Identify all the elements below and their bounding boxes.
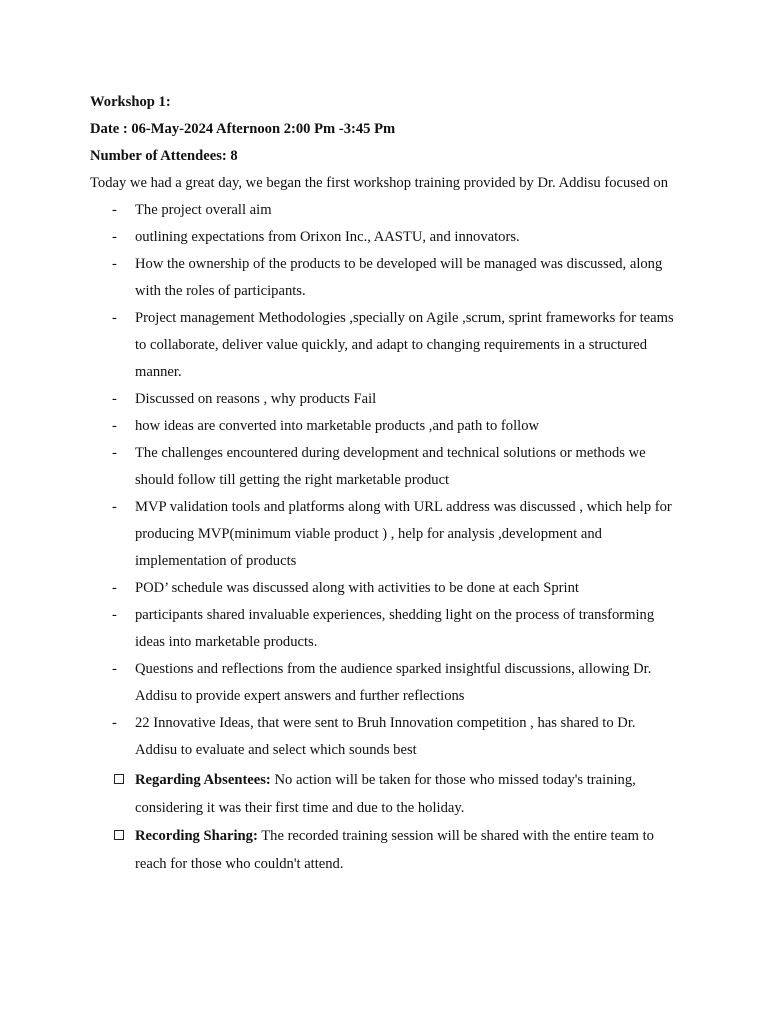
dash-marker: -	[112, 202, 117, 218]
dash-marker: -	[112, 445, 117, 461]
note-absentees	[90, 766, 680, 822]
list-item-text: The challenges encountered during development and technical solutions or methods we should follow till getting the right marketable product	[135, 445, 646, 488]
note-label: Recording Sharing:	[135, 828, 258, 844]
note-text: The recorded training session will be shared with the entire team to reach for those who couldn't attend.	[135, 828, 654, 872]
list-item	[90, 656, 680, 710]
list-item-text: Questions and reflections from the audience sparked insightful discussions, allowing Dr. Addisu to provide expert answers and further reflections	[135, 661, 652, 704]
list-item-text: 22 Innovative Ideas, that were sent to Bruh Innovation competition , has shared to Dr. Addisu to evaluate and select which sounds best	[135, 715, 636, 758]
list-item-text: POD’ schedule was discussed along with activities to be done at each Sprint	[135, 580, 579, 596]
list-item	[90, 386, 680, 413]
notes-list	[90, 766, 685, 878]
document-page	[90, 89, 685, 878]
list-item-text: Discussed on reasons , why products Fail	[135, 391, 377, 407]
list-item-text: How the ownership of the products to be developed will be managed was discussed, along with the roles of participants.	[135, 256, 663, 299]
dash-marker: -	[112, 661, 117, 677]
list-item	[90, 440, 680, 494]
workshop-date: Date : 06-May-2024 Afternoon 2:00 Pm -3:45 Pm	[90, 121, 396, 137]
list-item	[90, 710, 680, 764]
list-item-text: MVP validation tools and platforms along with URL address was discussed , which help for producing MVP(minimum viable product ) , help for analysis ,development and implementation of products	[135, 499, 672, 569]
list-item	[90, 224, 680, 251]
dash-marker: -	[112, 499, 117, 515]
list-item	[90, 305, 680, 386]
attendee-count: Number of Attendees: 8	[90, 148, 238, 164]
list-item-text: participants shared invaluable experiences, shedding light on the process of transforming ideas into marketable products.	[135, 607, 655, 650]
note-label: Regarding Absentees:	[135, 772, 271, 788]
list-item	[90, 494, 680, 575]
list-item-text: how ideas are converted into marketable products ,and path to follow	[135, 418, 540, 434]
checkbox-icon	[114, 830, 124, 840]
topics-list	[90, 197, 685, 764]
dash-marker: -	[112, 418, 117, 434]
list-item	[90, 575, 680, 602]
list-item-text: Project management Methodologies ,specially on Agile ,scrum, sprint frameworks for teams to collaborate, deliver value quickly, and adapt to changing requirements in a structured manner.	[135, 310, 674, 380]
list-item	[90, 251, 680, 305]
dash-marker: -	[112, 607, 117, 623]
dash-marker: -	[112, 310, 117, 326]
dash-marker: -	[112, 391, 117, 407]
list-item-text: outlining expectations from Orixon Inc., AASTU, and innovators.	[135, 229, 520, 245]
note-text: No action will be taken for those who missed today's training, considering it was their first time and due to the holiday.	[135, 772, 636, 816]
checkbox-icon	[114, 774, 124, 784]
workshop-title: Workshop 1:	[90, 94, 171, 110]
dash-marker: -	[112, 715, 117, 731]
list-item-text: The project overall aim	[135, 202, 272, 218]
list-item	[90, 413, 680, 440]
intro-paragraph: Today we had a great day, we began the first workshop training provided by Dr. Addisu focused on	[90, 175, 668, 191]
note-recording	[90, 822, 680, 878]
list-item	[90, 602, 680, 656]
dash-marker: -	[112, 256, 117, 272]
list-item	[90, 197, 680, 224]
dash-marker: -	[112, 229, 117, 245]
dash-marker: -	[112, 580, 117, 596]
